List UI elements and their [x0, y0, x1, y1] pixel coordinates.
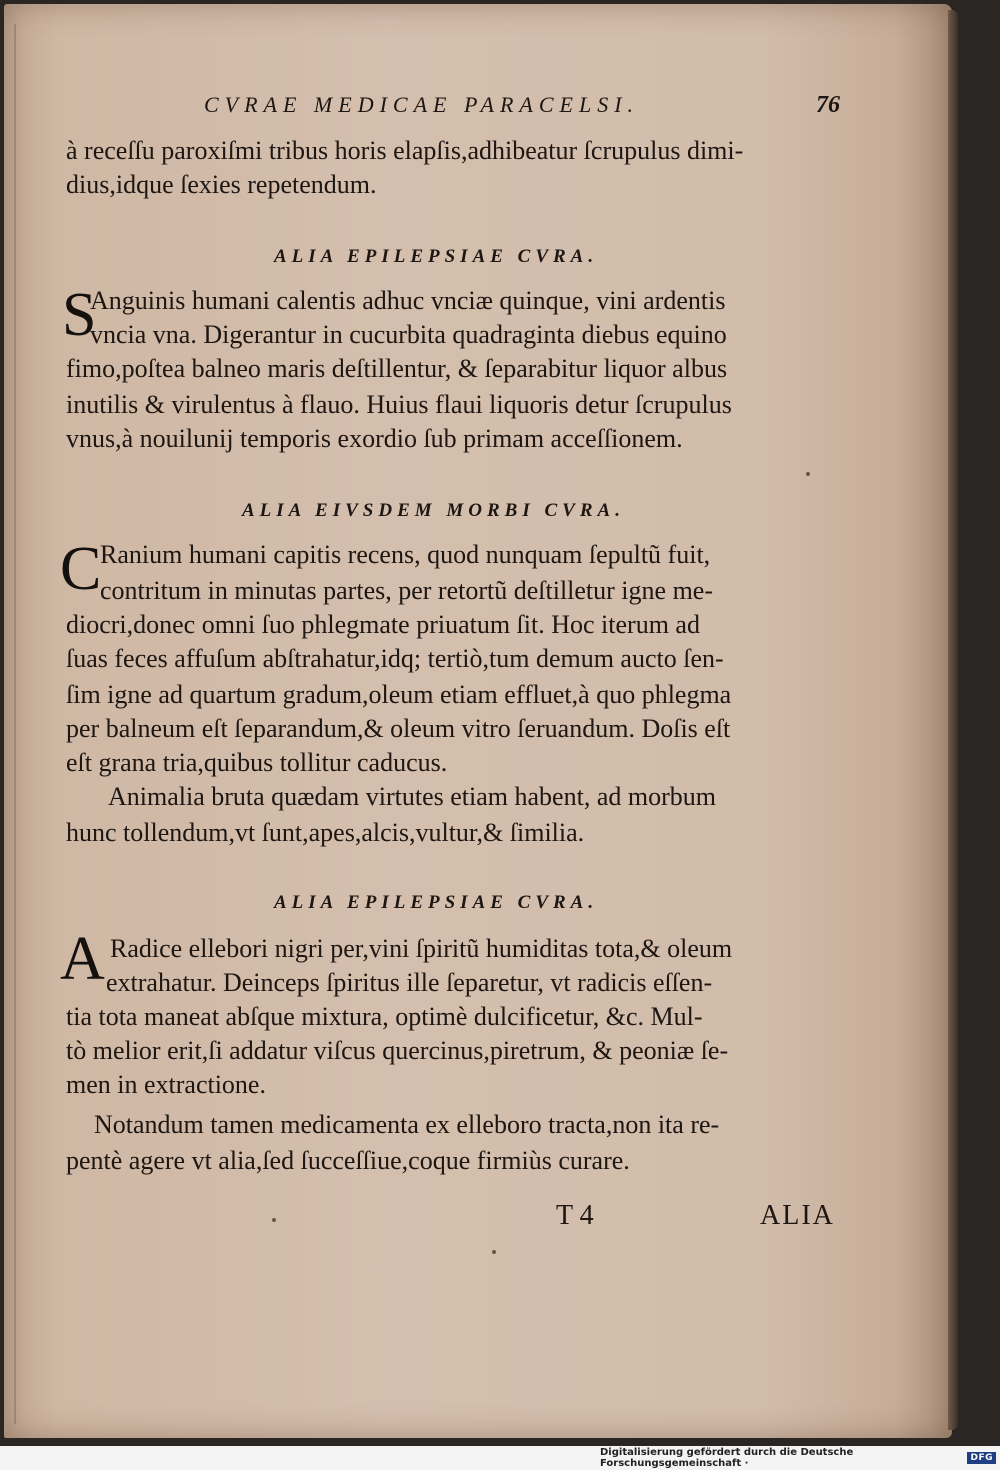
text-line: Radice ellebori nigri per,vini ſpiritũ humiditas tota,& oleum [110, 934, 733, 963]
text-line: Animalia bruta quædam virtutes etiam habent, ad morbum [108, 782, 716, 811]
section-heading: ALIA EPILEPSIAE CVRA. [274, 892, 599, 913]
book-page [4, 4, 952, 1438]
drop-initial: A [60, 925, 105, 993]
page-edge [948, 10, 958, 1430]
digitization-credit [600, 1448, 996, 1468]
text-line: ſim igne ad quartum gradum,oleum etiam effluet,à quo phlegma [66, 680, 732, 709]
text-line: Anguinis humani calentis adhuc vnciæ quinque, vini ardentis [90, 286, 726, 315]
text-line: dius,idque ſexies repetendum. [66, 170, 377, 199]
text-line: tò melior erit,ſi addatur viſcus quercinus,piretrum, & peoniæ ſe- [66, 1036, 729, 1065]
text-line: men in extractione. [66, 1070, 266, 1099]
drop-initial: S [62, 281, 97, 349]
text-line: fimo,poſtea balneo maris deſtillentur, & ſeparabitur liquor albus [66, 354, 728, 383]
text-line: tia tota maneat abſque mixtura, optimè dulcificetur, &c. Mul- [66, 1002, 703, 1031]
signature-mark: T 4 [556, 1200, 594, 1231]
text-line: per balneum eſt ſeparandum,& oleum vitro ſeruandum. Doſis eſt [66, 714, 731, 743]
text-line: eſt grana tria,quibus tollitur caducus. [66, 748, 448, 777]
text-line: diocri,donec omni ſuo phlegmate priuatum ſit. Hoc iterum ad [66, 610, 700, 639]
catchword: ALIA [760, 1200, 835, 1231]
gutter-shadow [14, 24, 16, 1424]
text-line: contritum in minutas partes, per retortũ deſtilletur igne me- [100, 576, 713, 605]
text-line: à receſſu paroxiſmi tribus horis elapſis,adhibeatur ſcrupulus dimi- [66, 136, 744, 165]
credit-text: Digitalisierung gefördert durch die Deutsche Forschungsgemeinschaft · [600, 1447, 854, 1469]
text-line: hunc tollendum,vt ſunt,apes,alcis,vultur,& ſimilia. [66, 818, 585, 847]
paper-speck [492, 1250, 496, 1254]
page-number: 76 [816, 92, 840, 118]
text-line: Ranium humani capitis recens, quod nunquam ſepultũ fuit, [100, 540, 711, 569]
dfg-logo: DFG [967, 1452, 996, 1464]
text-line: inutilis & virulentus à flauo. Huius flaui liquoris detur ſcrupulus [66, 390, 732, 419]
text-line: Notandum tamen medicamenta ex elleboro tracta,non ita re- [94, 1110, 720, 1139]
text-line: ſuas feces affuſum abſtrahatur,idq; tertiò,tum demum aucto ſen- [66, 644, 724, 673]
drop-initial: C [60, 535, 102, 603]
text-line: pentè agere vt alia,ſed ſucceſſiue,coque firmiùs curare. [66, 1146, 630, 1175]
text-line: vnus,à nouilunij temporis exordio ſub primam acceſſionem. [66, 424, 683, 453]
section-heading: ALIA EIVSDEM MORBI CVRA. [242, 500, 625, 521]
paper-speck [806, 472, 810, 476]
section-heading: ALIA EPILEPSIAE CVRA. [274, 246, 599, 267]
running-head: CVRAE MEDICAE PARACELSI. [204, 92, 640, 117]
paper-speck [272, 1218, 276, 1222]
text-line: extrahatur. Deinceps ſpiritus ille ſeparetur, vt radicis eſſen- [106, 968, 713, 997]
text-line: vncia vna. Digerantur in cucurbita quadraginta diebus equino [90, 320, 727, 349]
